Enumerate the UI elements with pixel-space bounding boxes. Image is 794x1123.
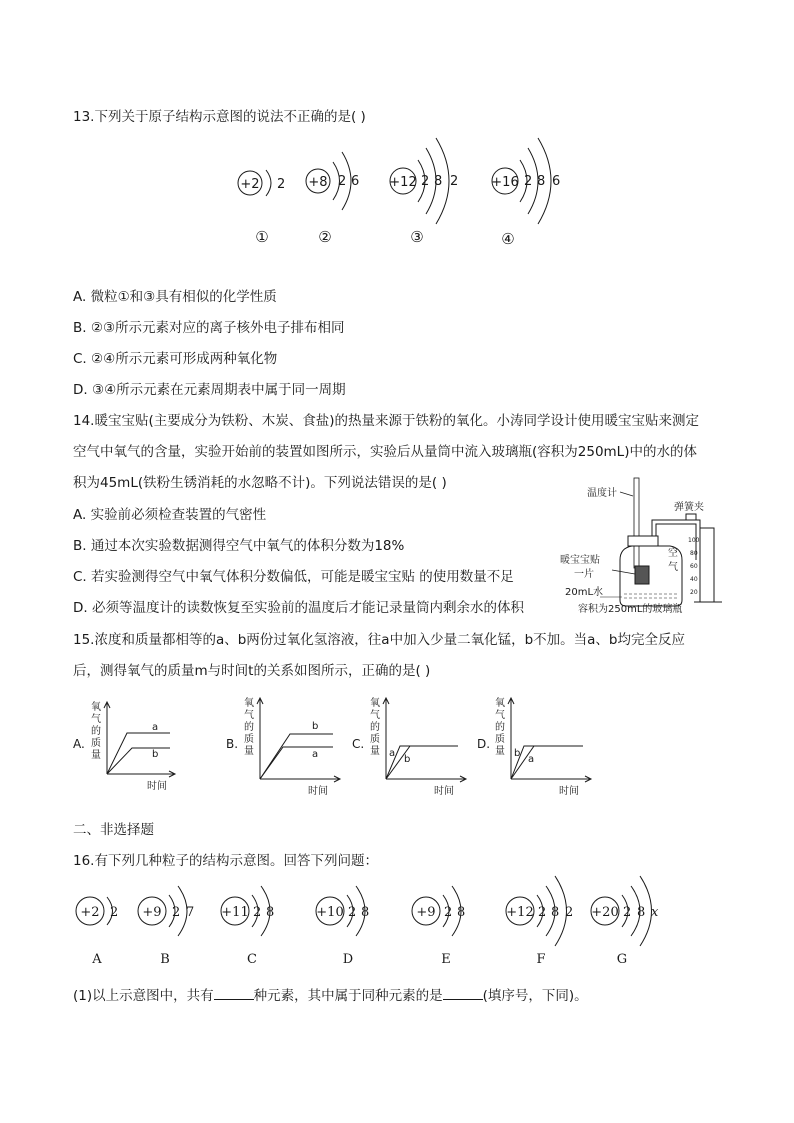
svg-text:8: 8 <box>637 905 646 920</box>
q14-stem-line3: 积为45mL(铁粉生锈消耗的水忽略不计)。下列说法错误的是( ) <box>73 475 447 491</box>
q14-stem-line1: 14.暖宝宝贴(主要成分为铁粉、木炭、食盐)的热量来源于铁粉的氧化。小涛同学设计使用暖宝宝贴来测定 <box>73 413 700 429</box>
nucleus-charge: +16 <box>491 175 519 190</box>
electron-count: 2 <box>338 174 347 189</box>
q13-option-d: D. ③④所示元素在元素周期表中属于同一周期 <box>73 382 346 398</box>
atom-label: ② <box>318 228 332 246</box>
svg-text:时间: 时间 <box>434 786 454 797</box>
svg-text:气: 气 <box>495 710 505 721</box>
q16-particle-b <box>138 886 194 936</box>
svg-text:a: a <box>389 748 396 759</box>
svg-text:的: 的 <box>370 722 380 733</box>
svg-text:质: 质 <box>495 734 505 745</box>
svg-text:气: 气 <box>370 710 380 721</box>
section-heading: 二、非选择题 <box>73 822 154 838</box>
q13-option-b: B. ②③所示元素对应的离子核外电子排布相同 <box>73 320 345 336</box>
option-letter: A. <box>73 737 85 751</box>
q16-particle-f <box>506 876 573 946</box>
ylabel-char: 量 <box>91 750 101 761</box>
svg-text:气: 气 <box>244 710 254 721</box>
svg-text:b: b <box>514 748 521 759</box>
svg-text:的: 的 <box>495 722 505 733</box>
svg-text:2: 2 <box>348 905 357 920</box>
svg-text:a: a <box>312 749 319 760</box>
atom-label: ④ <box>501 230 515 248</box>
option-letter: D. <box>477 737 491 751</box>
svg-text:+11: +11 <box>221 905 249 920</box>
nucleus-charge: +8 <box>308 175 328 190</box>
pad-label-2: 一片 <box>574 569 594 580</box>
electron-count: 8 <box>537 174 546 189</box>
electron-count: 6 <box>351 174 360 189</box>
svg-text:b: b <box>404 754 411 765</box>
svg-text:20: 20 <box>690 589 698 596</box>
svg-text:氧: 氧 <box>370 698 380 709</box>
svg-text:量: 量 <box>244 746 254 757</box>
particle-label: B <box>160 952 170 967</box>
svg-text:质: 质 <box>370 734 380 745</box>
svg-text:+2: +2 <box>80 905 100 920</box>
option-letter: C. <box>352 737 365 751</box>
q14-stem-line2: 空气中氧气的含量，实验开始前的装置如图所示，实验后从量筒中流入玻璃瓶(容积为250mL)中的水的体 <box>73 444 697 460</box>
answer-blank-1[interactable] <box>214 987 254 1000</box>
q16-particle-e <box>412 886 465 936</box>
electron-count: 2 <box>421 174 430 189</box>
electron-count: 2 <box>277 177 286 192</box>
svg-text:2: 2 <box>172 905 181 920</box>
svg-text:时间: 时间 <box>308 786 328 797</box>
bottle-label: 容积为250mL的玻璃瓶 <box>578 604 683 615</box>
q16-sub1-text-a: (1)以上示意图中，共有 <box>73 988 214 1004</box>
clamp-label: 弹簧夹 <box>674 502 704 513</box>
svg-text:的: 的 <box>244 722 254 733</box>
svg-text:8: 8 <box>266 905 275 920</box>
svg-text:质: 质 <box>244 734 254 745</box>
svg-text:x: x <box>651 905 659 920</box>
svg-text:+12: +12 <box>506 905 534 920</box>
atom-label: ① <box>255 228 269 246</box>
q14-option-c: C. 若实验测得空气中氧气体积分数偏低，可能是暖宝宝贴 的使用数量不足 <box>73 569 514 585</box>
svg-text:8: 8 <box>551 905 560 920</box>
svg-text:8: 8 <box>361 905 370 920</box>
q14-option-b: B. 通过本次实验数据测得空气中氧气的体积分数为18% <box>73 538 405 554</box>
svg-text:b: b <box>312 721 319 732</box>
svg-text:a: a <box>528 754 535 765</box>
svg-text:8: 8 <box>457 905 466 920</box>
svg-text:氧: 氧 <box>244 698 254 709</box>
atom-label: ③ <box>410 228 424 246</box>
q16-particle-a <box>76 897 118 925</box>
answer-blank-2[interactable] <box>443 987 483 1000</box>
ylabel-char: 的 <box>91 726 101 737</box>
thermometer-label: 温度计 <box>587 488 617 499</box>
svg-text:+20: +20 <box>591 905 619 920</box>
svg-text:2: 2 <box>444 905 453 920</box>
svg-text:+10: +10 <box>316 905 344 920</box>
curve-label: a <box>152 722 159 733</box>
svg-text:量: 量 <box>495 746 505 757</box>
air-label-1: 空 <box>668 548 678 559</box>
q16-particle-g <box>591 876 659 946</box>
curve-label: b <box>152 749 159 760</box>
q14-option-a: A. 实验前必须检查装置的气密性 <box>73 507 267 523</box>
particle-label: E <box>441 952 451 967</box>
electron-count: 8 <box>434 174 443 189</box>
q16-stem: 16.有下列几种粒子的结构示意图。回答下列问题： <box>73 853 378 869</box>
particle-label: D <box>342 952 354 967</box>
electron-count: 2 <box>524 174 533 189</box>
nucleus-charge: +12 <box>389 175 417 190</box>
q15-stem-line2: 后，测得氧气的质量m与时间t的关系如图所示，正确的是( ) <box>73 663 431 679</box>
svg-text:+9: +9 <box>142 905 162 920</box>
air-label-2: 气 <box>668 562 678 573</box>
svg-text:2: 2 <box>253 905 262 920</box>
svg-text:氧: 氧 <box>495 698 505 709</box>
q13-stem: 13.下列关于原子结构示意图的说法不正确的是( ) <box>73 109 366 125</box>
particle-label: A <box>92 952 102 967</box>
water-label: 20mL水 <box>565 587 604 598</box>
q16-sub1-text-b: 种元素，其中属于同种元素的是 <box>253 988 443 1004</box>
ylabel-char: 质 <box>91 738 101 749</box>
ylabel-char: 氧 <box>91 702 101 713</box>
q14-option-d: D. 必须等温度计的读数恢复至实验前的温度后才能记录量筒内剩余水的体积 <box>73 600 524 616</box>
q16-sub1-text-c: (填序号，下同)。 <box>482 988 588 1004</box>
particle-label: F <box>536 952 546 967</box>
ylabel-char: 气 <box>91 714 101 725</box>
nucleus-charge: +2 <box>240 177 260 192</box>
svg-text:时间: 时间 <box>559 786 579 797</box>
q16-particle-c <box>221 886 274 936</box>
particle-label: G <box>616 952 628 967</box>
particle-label: C <box>247 952 257 967</box>
svg-text:+9: +9 <box>416 905 436 920</box>
svg-text:7: 7 <box>186 905 195 920</box>
svg-text:2: 2 <box>110 905 119 920</box>
xlabel: 时间 <box>147 781 167 792</box>
q13-option-a: A. 微粒①和③具有相似的化学性质 <box>73 289 277 305</box>
q16-subquestion-1 <box>73 984 588 1004</box>
svg-text:2: 2 <box>623 905 632 920</box>
electron-count: 2 <box>450 174 459 189</box>
svg-text:80: 80 <box>690 550 698 557</box>
pad-label: 暖宝宝贴 <box>560 555 600 566</box>
svg-text:2: 2 <box>565 905 574 920</box>
svg-text:100: 100 <box>688 537 700 544</box>
svg-text:40: 40 <box>690 576 698 583</box>
svg-text:2: 2 <box>538 905 547 920</box>
q15-stem-line1: 15.浓度和质量都相等的a、b两份过氧化氢溶液，往a中加入少量二氧化锰，b不加。当a、b均完全反应 <box>73 632 685 648</box>
q16-particle-d <box>316 886 369 936</box>
svg-text:60: 60 <box>690 563 698 570</box>
svg-text:量: 量 <box>370 746 380 757</box>
q13-option-c: C. ②④所示元素可形成两种氧化物 <box>73 351 278 367</box>
electron-count: 6 <box>552 174 561 189</box>
option-letter: B. <box>226 737 239 751</box>
